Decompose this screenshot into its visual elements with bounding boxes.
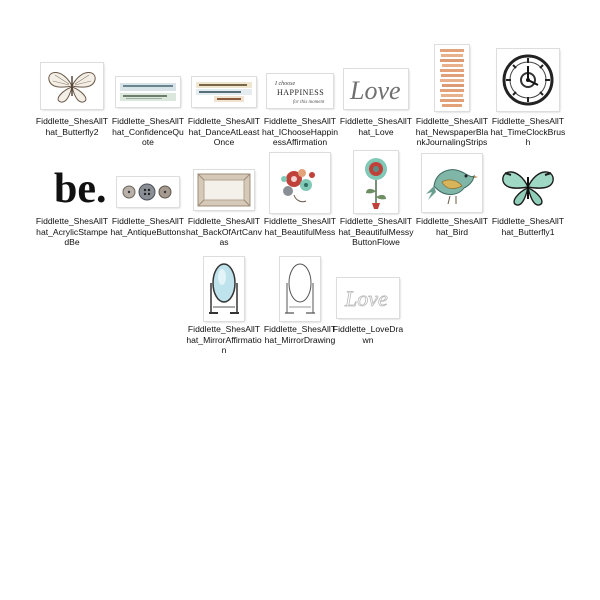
flower-cluster-icon <box>272 155 328 211</box>
file-name: Fiddlette_ShesAllThat_Butterfly2 <box>35 116 109 137</box>
thumbnail[interactable] <box>262 152 338 214</box>
thumbnail[interactable] <box>490 46 566 114</box>
love-word-icon <box>346 71 406 107</box>
thumbnail[interactable] <box>186 166 262 214</box>
file-name: Fiddlette_ShesAllThat_TimeClockBrush <box>490 116 566 147</box>
file-name: Fiddlette_ShesAllThat_ConfidenceQuote <box>111 116 185 147</box>
file-name: Fiddlette_ShesAllThat_DanceAtLeastOnce <box>187 116 261 147</box>
file-item[interactable] <box>490 46 566 148</box>
svg-text:HAPPINESS: HAPPINESS <box>277 88 325 97</box>
file-item[interactable] <box>262 58 338 148</box>
thumbnail[interactable] <box>110 170 186 214</box>
thumbnail[interactable] <box>34 58 110 114</box>
file-name: Fiddlette_ShesAllThat_AntiqueButtons <box>110 216 186 237</box>
file-item[interactable] <box>262 256 338 345</box>
stamped-be-icon <box>52 154 107 212</box>
thumbnail[interactable] <box>110 58 186 114</box>
file-name: Fiddlette_ShesAllThat_BackOfArtCanvas <box>186 216 262 247</box>
file-name: Fiddlette_ShesAllThat_MirrorAffirmation <box>186 324 262 355</box>
bird-icon <box>424 156 480 210</box>
file-item[interactable] <box>414 152 490 237</box>
file-name: Fiddlette_ShesAllThat_Love <box>339 116 413 137</box>
file-item[interactable] <box>186 256 262 356</box>
quote-strip-icon <box>194 80 254 104</box>
thumbnail[interactable] <box>186 256 262 322</box>
file-name: Fiddlette_ShesAllThat_AcrylicStampedBe <box>35 216 109 247</box>
file-item[interactable] <box>338 150 414 248</box>
file-item[interactable] <box>110 170 186 237</box>
svg-text:Love: Love <box>350 76 401 105</box>
journaling-strips-icon <box>437 47 467 109</box>
file-item[interactable] <box>490 160 566 237</box>
butterfly-brown-icon <box>43 66 101 106</box>
buttons-icon <box>119 179 177 205</box>
thumbnail[interactable] <box>414 152 490 214</box>
thumbnail[interactable] <box>330 274 406 322</box>
thumbnail[interactable] <box>186 58 262 114</box>
svg-text:Love: Love <box>345 286 388 311</box>
file-name: Fiddlette_ShesAllThat_IChooseHappinessAffirmation <box>262 116 338 147</box>
thumbnail[interactable] <box>34 152 110 214</box>
file-name: Fiddlette_ShesAllThat_BeautifulMess <box>263 216 337 237</box>
clock-icon <box>500 52 556 108</box>
love-drawn-icon <box>339 280 397 316</box>
file-item[interactable] <box>338 58 414 137</box>
button-flower-icon <box>356 153 396 211</box>
mirror-drawing-icon <box>282 259 318 319</box>
quote-strip-icon <box>118 80 178 104</box>
canvas-back-icon <box>196 172 252 208</box>
file-name: Fiddlette_LoveDrawn <box>332 324 404 345</box>
thumbnail[interactable] <box>338 58 414 114</box>
thumbnail[interactable] <box>338 150 414 214</box>
file-name: Fiddlette_ShesAllThat_MirrorDrawing <box>263 324 337 345</box>
file-item[interactable] <box>330 274 406 345</box>
thumbnail[interactable] <box>414 42 490 114</box>
file-item[interactable] <box>414 42 490 148</box>
thumbnail[interactable] <box>490 160 566 214</box>
file-name: Fiddlette_ShesAllThat_Butterfly1 <box>491 216 565 237</box>
file-name: Fiddlette_ShesAllThat_BeautifulMessyButtonFlowe <box>338 216 414 247</box>
file-name: Fiddlette_ShesAllThat_Bird <box>415 216 489 237</box>
thumbnail[interactable] <box>262 58 338 114</box>
butterfly-teal-icon <box>497 165 559 209</box>
svg-text:I choose: I choose <box>275 81 296 87</box>
file-item[interactable] <box>34 58 110 137</box>
file-item[interactable] <box>34 152 110 248</box>
file-name: Fiddlette_ShesAllThat_NewspaperBlankJournalingStrips <box>415 116 489 147</box>
affirmation-text-icon <box>269 76 331 106</box>
svg-text:for this moment: for this moment <box>293 100 325 105</box>
thumbnail[interactable] <box>262 256 338 322</box>
file-item[interactable] <box>186 166 262 248</box>
svg-text:be.: be. <box>54 166 107 212</box>
mirror-icon <box>206 259 242 319</box>
file-item[interactable] <box>110 58 186 148</box>
file-item[interactable] <box>186 58 262 148</box>
file-item[interactable] <box>262 152 338 237</box>
